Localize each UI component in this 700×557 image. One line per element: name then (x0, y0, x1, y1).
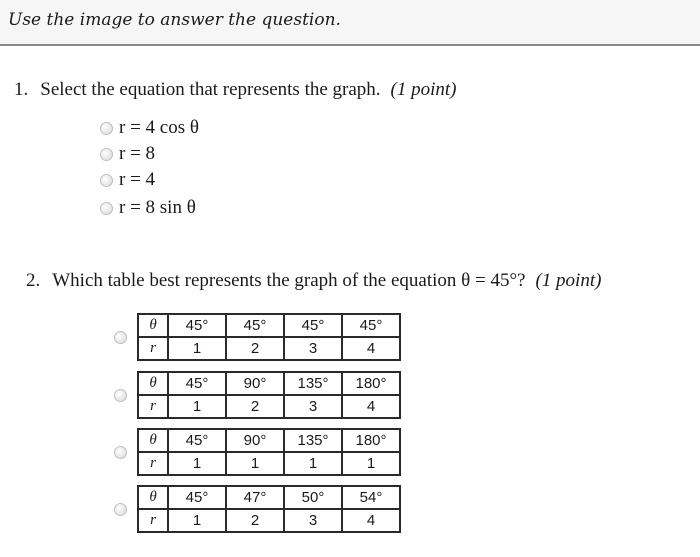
theta-header: θ (138, 486, 168, 509)
instructions-bar (0, 0, 700, 46)
table-cell: 1 (226, 452, 284, 475)
q2-option-3-table (137, 428, 401, 476)
table-cell: 2 (226, 337, 284, 360)
q2-option-4-table (137, 485, 401, 533)
table-cell: 45° (226, 314, 284, 337)
q1-option-2-label: r = 8 (119, 143, 156, 164)
radio-button[interactable] (114, 389, 127, 402)
table-cell: 1 (168, 337, 226, 360)
table-cell: 2 (226, 395, 284, 418)
radio-button[interactable] (114, 331, 127, 344)
radio-button[interactable] (100, 122, 113, 135)
table-cell: 135° (284, 429, 342, 452)
table-cell: 54° (342, 486, 400, 509)
table-cell: 180° (342, 372, 400, 395)
q1-option-3[interactable] (100, 169, 155, 191)
table-cell: 1 (342, 452, 400, 475)
r-row (138, 509, 400, 532)
table-cell: 45° (284, 314, 342, 337)
theta-row (138, 314, 400, 337)
q2-option-1[interactable] (114, 313, 401, 361)
table-cell: 45° (168, 314, 226, 337)
r-header: r (138, 452, 168, 475)
q2-option-3[interactable] (114, 428, 401, 476)
table-cell: 45° (168, 372, 226, 395)
table-cell: 50° (284, 486, 342, 509)
table-cell: 4 (342, 395, 400, 418)
question-2-text: Which table best represents the graph of the equation θ = 45°? (52, 270, 526, 291)
table-cell: 1 (168, 509, 226, 532)
table-cell: 135° (284, 372, 342, 395)
question-2 (26, 270, 601, 292)
table-cell: 3 (284, 395, 342, 418)
radio-button[interactable] (100, 148, 113, 161)
table-cell: 4 (342, 337, 400, 360)
table-cell: 45° (168, 486, 226, 509)
table-cell: 4 (342, 509, 400, 532)
theta-row (138, 486, 400, 509)
table-cell: 1 (284, 452, 342, 475)
theta-row (138, 429, 400, 452)
q2-option-1-table (137, 313, 401, 361)
radio-button[interactable] (100, 202, 113, 215)
q1-option-1[interactable] (100, 117, 199, 139)
q2-option-4[interactable] (114, 485, 401, 533)
radio-button[interactable] (114, 446, 127, 459)
theta-header: θ (138, 429, 168, 452)
q2-option-2-table (137, 371, 401, 419)
q1-option-2[interactable] (100, 143, 155, 165)
radio-button[interactable] (114, 503, 127, 516)
theta-header: θ (138, 372, 168, 395)
q2-option-2[interactable] (114, 371, 401, 419)
table-cell: 47° (226, 486, 284, 509)
r-header: r (138, 395, 168, 418)
question-2-points: (1 point) (535, 270, 602, 291)
radio-button[interactable] (100, 174, 113, 187)
instructions-text: Use the image to answer the question. (8, 10, 341, 30)
table-cell: 1 (168, 452, 226, 475)
r-header: r (138, 509, 168, 532)
table-cell: 45° (342, 314, 400, 337)
question-1-points: (1 point) (390, 79, 457, 100)
table-cell: 180° (342, 429, 400, 452)
question-1-number: 1. (14, 79, 29, 100)
question-1 (14, 79, 457, 101)
r-row (138, 395, 400, 418)
table-cell: 3 (284, 509, 342, 532)
q1-option-4[interactable] (100, 197, 196, 219)
q1-option-3-label: r = 4 (119, 169, 156, 190)
theta-row (138, 372, 400, 395)
q1-option-1-label: r = 4 cos θ (119, 117, 199, 138)
q1-option-4-label: r = 8 sin θ (119, 197, 196, 218)
r-row (138, 452, 400, 475)
table-cell: 90° (226, 429, 284, 452)
table-cell: 3 (284, 337, 342, 360)
table-cell: 2 (226, 509, 284, 532)
question-1-text: Select the equation that represents the graph. (40, 79, 381, 100)
r-header: r (138, 337, 168, 360)
table-cell: 1 (168, 395, 226, 418)
theta-header: θ (138, 314, 168, 337)
question-2-number: 2. (26, 270, 41, 291)
r-row (138, 337, 400, 360)
table-cell: 45° (168, 429, 226, 452)
table-cell: 90° (226, 372, 284, 395)
